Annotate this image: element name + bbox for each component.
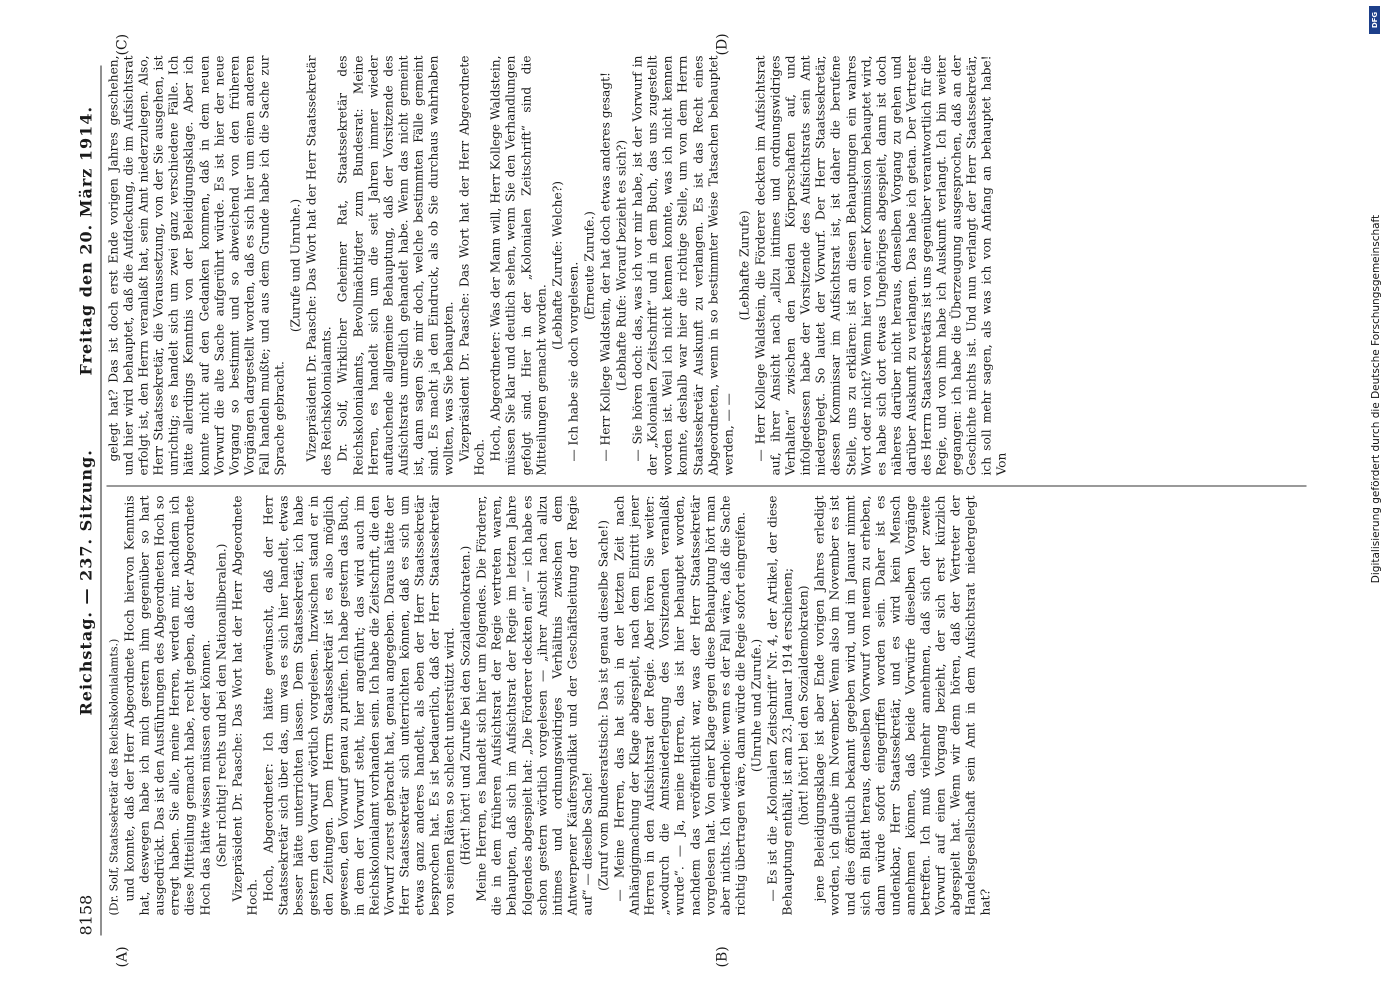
paragraph: (Unruhe und Zurufe.) [748, 638, 763, 773]
paragraph: (Zuruf vom Bundesratstisch: Das ist genau dieselbe Sache!) [596, 520, 610, 891]
paragraph: (Erneute Zurufe.) [581, 211, 596, 320]
header-session-title: Reichstag. — 237. Sitzung. [76, 449, 95, 716]
paragraph: gelegt hat? Das ist doch erst Ende vorigen Jahres geschehen, und hier wird behauptet, daß die Aufdeckung, die im Aufsichtsrat erfolgt ist, den Herrn veranlaßt hat, sein Amt niederzulegen. Also, Herr Staatssekretär, die Voraussetzung, von der Sie ausgehen, ist unrichtig; es handelt sich um zwei ganz verschiedene Fälle. Ich hätte allerdings Kenntnis von der Beleidigungsklage. Aber ich konnte nicht auf den Gedanken kommen, daß in dem neuen Vorwurf die alte Sache aufgerührt würde. Es ist hier der neue Vorgang so bestimmt und so abweichend von den früheren Vorgängen dargestellt worden, daß es sich hier um einen anderen Fall handeln mußte; und aus dem Grunde habe ich die Sache zur Sprache gebracht. [106, 55, 287, 476]
header-date: Freitag den 20. März 1914. [76, 105, 95, 376]
paragraph: jene Beleidigungsklage ist aber Ende vorigen Jahres erledigt worden, ich glaube im November. Wenn also im November es ist und dies öffentlich bekannt gegeben wird, und im Januar nimmt sich ein Blatt heraus, denselben Vorwurf von neuem zu erheben, dann würde sofort eingegriffen worden sein. Daher ist es undenkbar, Herr Staatssekretär, und es wird kein Mensch annehmen können, daß beide Vorwürfe dieselben Vorgänge betreffen. Ich muß vielmehr annehmen, daß sich der zweite Vorwurf auf einen Vorgang bezieht, der sich erst kürzlich abgespielt hat. Wenn wir denn hören, daß der Vertreter der Handelsgesellschaft sein Amt in dem Aufsichtsrat niedergelegt hat? [812, 495, 993, 916]
right-text-column [106, 56, 1306, 476]
credit-text: Digitalisierung gefördert durch die Deutsche Forschungsgemeinschaft [1370, 214, 1382, 584]
dfg-logo-text: DFG [1371, 11, 1379, 29]
paragraph: — Meine Herren, das hat sich in der letzten Zeit nach Anhängigmachung der Klage abgespielt, nach dem Eintritt jener Herren in den Aufsichtsrat der Regie. Aber hören Sie weiter: „wodurch die Amtsniederlegung des Vorsitzenden veranlaßt wurde“. — Ja, meine Herren, das ist hier behauptet worden, nachdem das veröffentlicht war, was der Herr Staatssekretär vorgelesen hat. Von einer Klage gegen diese Behauptung hört man aber nichts. Ich wiederhole: wenn es der Fall wäre, daß die Sache richtig übertragen wäre, dann würde die Regie sofort eingreifen. [612, 495, 747, 916]
paragraph: und konnte, daß der Herr Abgeordnete Hoch hiervon Kenntnis hat, deswegen habe ich mich gestern ihm gegenüber so hart ausgedrückt. Das ist den Ausführungen des Abgeordneten Hoch so erregt haben. Sie alle, meine Herren, werden mir, nachdem ich diese Mitteilung gemacht habe, recht geben, daß der Abgeordnete Hoch das hätte wissen müssen oder können. [122, 495, 212, 916]
column-divider [106, 485, 1306, 486]
paragraph: — Herr Kollege Waldstein, die Förderer deckten im Aufsichtsrat auf, ihrer Ansicht nach „allzu intimes und ordnungswidriges Verhalten“ zwischen den beiden Körperschaften auf, und infolgedessen habe der Vorsitzende des Aufsichtsrats sein Amt niedergelegt. So lautet der Vorwurf. Der Herr Staatssekretär, dessen Kommissar im Aufsichtsrat ist, ist daher die berufene Stelle, uns zu erklären: ist an diesen Behauptungen ein wahres Wort oder nicht? Wenn hier von einer Kommission behauptet wird, es habe sich dort etwas Ungehöriges abgespielt, dann ist doch näheres darüber nicht heraus, denselben Vorgang zu gehen und darüber Auskunft zu verlangen. Das habe ich getan. Der Vertreter des Herrn Staatssekretärs ist uns gegenüber verantwortlich für die Regie, und von ihm habe ich Auskunft verlangt. Ich bin weiter gegangen: ich habe die Überzeugung ausgesprochen, daß an der Geschichte nichts ist. Und nun verlangt der Herr Staatssekretär, ich soll mehr sagen, als was ich von Anfang an behauptet habe! Von [752, 55, 1009, 476]
paragraph: (Lebhafte Zurufe) [736, 210, 751, 321]
left-text-column [106, 496, 1306, 916]
paragraph: Vizepräsident Dr. Paasche: Das Wort hat der Herr Staatssekretär des Reichskolonialamts. [304, 55, 334, 476]
paragraph: Hoch, Abgeordneter: Was der Mann will, Herr Kollege Waldstein, müssen Sie klar und deutlich sehen, wenn Sie den Verhandlungen gefolgt sind. Hier in der „Kolonialen Zeitschrift“ sind die Mitteilungen gemacht worden. [488, 55, 548, 476]
paragraph: — Ich habe sie doch vorgelesen. [565, 261, 580, 462]
paragraph: — Herr Kollege Waldstein, der hat doch etwas anderes gesagt! [598, 72, 612, 462]
paragraph: — Sie hören doch: das, was ich vor mir habe, ist der Vorwurf in der „Kolonialen Zeitschrift“ und in dem Buch, das uns zugestellt worden ist. Weil ich nicht kennen konnte, was ich nicht kennen konnte, deshalb war hier die richtige Stelle, um von dem Herrn Staatssekretär Auskunft zu verlangen. Es ist das Recht eines Abgeordneten, wenn in so bestimmter Weise Tatsachen behauptet werden, — — [630, 55, 735, 476]
margin-mark-d: (D) [714, 33, 730, 56]
paragraph: Hoch, Abgeordneter: Ich hätte gewünscht, daß der Herr Staatssekretär sich über das, um was es sich hier handelt, etwas besser hätte unterrichten lassen. Dem Staatssekretär, ich habe gestern den Vorwurf wörtlich vorgelesen. Inzwischen stand er in den Zeitungen. Dem Herrn Staatssekretär ist es also möglich gewesen, den Vorwurf genau zu prüfen. Ich habe gestern das Buch, in dem der Vorwurf steht, hier angeführt; das wird auch im Reichskolonialamt vorhanden sein. Ich habe die Zeitschrift, die den Vorwurf zuerst gebracht hat, genau angegeben. Daraus hätte der Herr Staatssekretär sich unterrichten können, daß es sich um etwas ganz anderes handelt, als eben der Herr Staatssekretär besprochen hat. Es ist bedauerlich, daß der Herr Staatssekretär von seinen Räten so schlecht unterstützt wird. [260, 495, 457, 916]
paragraph: Dr. Solf, Wirklicher Geheimer Rat, Staatssekretär des Reichskolonialamts, Bevollmächtigter zum Bundesrat: Meine Herren, es handelt sich um die seit Jahren immer wieder auftauchende allgemeine Behauptung, daß der Vorsitzende des Aufsichtsrats unredlich gehandelt habe. Wenn das nicht gemeint ist, dann sagen Sie mir doch, welche bestimmten Fälle gemeint sind. Es macht ja den Eindruck, als ob Sie durchaus wahrhaben wollten, was Sie behaupten. [335, 55, 456, 476]
paragraph: — Es ist die „Kolonialen Zeitschrift“ Nr. 4, der Artikel, der diese Behauptung enthält, ist am 23. Januar 1914 erschienen; [765, 495, 795, 916]
paragraph: Vizepräsident Dr. Paasche: Das Wort hat der Herr Abgeordnete Hoch. [457, 55, 487, 476]
paragraph: (Sehr richtig! rechts und bei den Nationalliberalen.) [213, 543, 228, 868]
paragraph: Meine Herren, es handelt sich hier um folgendes. Die Förderer, die in dem früheren Aufsichtsrat der Regie vertreten waren, behaupten, daß sich im Aufsichtsrat der Regie im letzten Jahre folgendes abgespielt hat: „Die Förderer deckten ein“ — ich habe es schon gestern wörtlich vorgelesen — „ihrer Ansicht nach allzu intimes und ordnungswidriges Verhältnis zwischen dem Antwerpener Käufersyndikat und der Geschäftsleitung der Regie auf“ — dieselbe Sache! [474, 495, 594, 916]
digitization-credit [1367, 0, 1383, 1000]
dfg-logo [1369, 6, 1380, 34]
margin-mark-c: (C) [114, 33, 130, 56]
paragraph: (Dr. Solf, Staatssekretär des Reichskolonialamts.) [107, 638, 120, 916]
margin-mark-a: (A) [114, 946, 130, 968]
paragraph: (hört! hört! bei den Sozialdemokraten) [796, 585, 811, 826]
paragraph: (Lebhafte Zurufe: Welche?) [549, 181, 564, 350]
paragraph: (Lebhafte Rufe: Worauf bezieht es sich?) [614, 139, 629, 392]
paragraph: (Hört! hört! und Zurufe bei den Sozialdemokraten.) [458, 545, 473, 866]
paragraph: Vizepräsident Dr. Paasche: Das Wort hat der Herr Abgeordnete Hoch. [229, 495, 259, 916]
margin-mark-b: (B) [714, 946, 730, 968]
page-header [74, 66, 101, 936]
page-number: 8158 [76, 894, 95, 936]
document-page [64, 26, 1319, 976]
paragraph: (Zurufe und Unruhe.) [288, 198, 303, 333]
